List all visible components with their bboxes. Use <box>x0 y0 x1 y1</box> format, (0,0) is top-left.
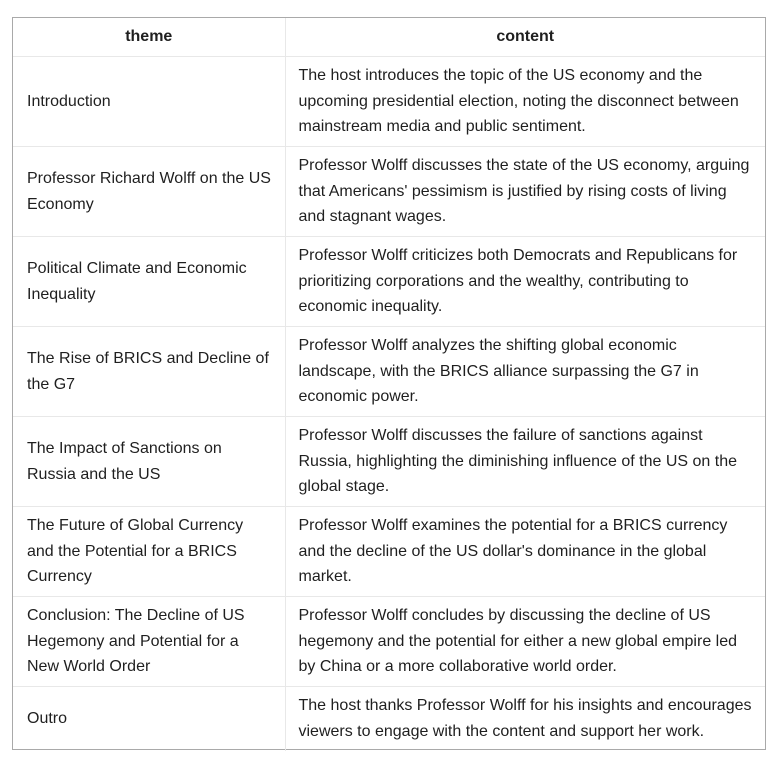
table-row <box>13 237 765 327</box>
table-row <box>13 57 765 147</box>
content-cell: The host introduces the topic of the US economy and the upcoming presidential election, noting the disconnect between mainstream media and public sentiment. <box>285 57 765 147</box>
table-row <box>13 687 765 751</box>
summary-table-container <box>12 17 766 750</box>
table-row <box>13 327 765 417</box>
content-cell: Professor Wolff criticizes both Democrats and Republicans for prioritizing corporations and the wealthy, contributing to economic inequality. <box>285 237 765 327</box>
content-cell: Professor Wolff concludes by discussing the decline of US hegemony and the potential for either a new global empire led by China or a more collaborative world order. <box>285 597 765 687</box>
table-row <box>13 507 765 597</box>
summary-table <box>13 18 765 751</box>
column-header-theme: theme <box>13 18 285 57</box>
content-cell: Professor Wolff examines the potential for a BRICS currency and the decline of the US dollar's dominance in the global market. <box>285 507 765 597</box>
content-cell: The host thanks Professor Wolff for his insights and encourages viewers to engage with the content and support her work. <box>285 687 765 751</box>
theme-cell: Political Climate and Economic Inequality <box>13 237 285 327</box>
content-cell: Professor Wolff analyzes the shifting global economic landscape, with the BRICS alliance surpassing the G7 in economic power. <box>285 327 765 417</box>
table-header <box>13 18 765 57</box>
theme-cell: Conclusion: The Decline of US Hegemony and Potential for a New World Order <box>13 597 285 687</box>
header-row <box>13 18 765 57</box>
theme-cell: Outro <box>13 687 285 751</box>
table-body <box>13 57 765 751</box>
theme-cell: Professor Richard Wolff on the US Economy <box>13 147 285 237</box>
content-cell: Professor Wolff discusses the state of the US economy, arguing that Americans' pessimism is justified by rising costs of living and stagnant wages. <box>285 147 765 237</box>
table-row <box>13 597 765 687</box>
theme-cell: The Rise of BRICS and Decline of the G7 <box>13 327 285 417</box>
content-cell: Professor Wolff discusses the failure of sanctions against Russia, highlighting the diminishing influence of the US on the global stage. <box>285 417 765 507</box>
theme-cell: The Impact of Sanctions on Russia and the US <box>13 417 285 507</box>
column-header-content: content <box>285 18 765 57</box>
table-row <box>13 417 765 507</box>
table-row <box>13 147 765 237</box>
theme-cell: Introduction <box>13 57 285 147</box>
theme-cell: The Future of Global Currency and the Potential for a BRICS Currency <box>13 507 285 597</box>
